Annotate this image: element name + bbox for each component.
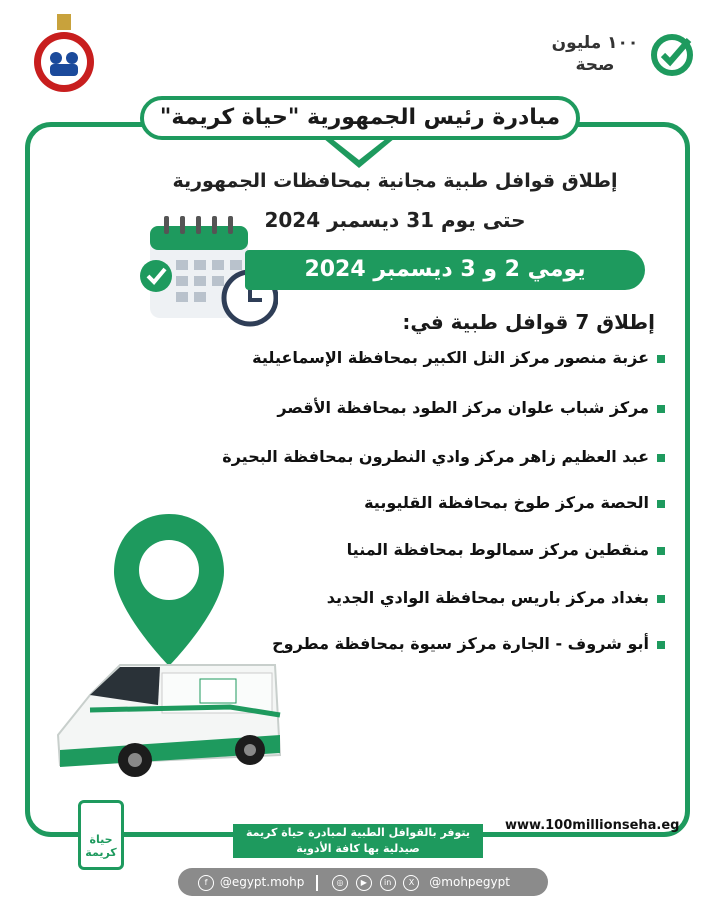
facebook-icon: f: [198, 875, 214, 891]
100-million-seha-logo: [545, 28, 695, 80]
location-text: عبد العظيم زاهر مركز وادي النطرون بمحافظة البحيرة: [222, 447, 649, 466]
pharmacy-note-line2: صيدلية بها كافة الأدوية: [296, 842, 420, 855]
social-icons: [330, 875, 425, 889]
date-banner: يومي 2 و 3 ديسمبر 2024: [245, 250, 645, 290]
facebook-handle: @egypt.mohp: [219, 875, 305, 889]
social-bar: [178, 868, 548, 896]
instagram-icon[interactable]: ◎: [332, 875, 348, 891]
title-pointer-inner: [331, 138, 387, 160]
location-item-2: [145, 398, 665, 428]
location-text: الحصة مركز طوخ بمحافظة القليوبية: [364, 493, 649, 512]
divider: [316, 875, 318, 891]
linkedin-icon[interactable]: in: [380, 875, 396, 891]
launch-heading: إطلاق 7 قوافل طبية في:: [402, 310, 655, 334]
bullet-icon: [657, 355, 665, 363]
pharmacy-note: [233, 824, 483, 858]
until-date: حتى يوم 31 ديسمبر 2024: [264, 208, 526, 232]
location-text: منقطين مركز سمالوط بمحافظة المنيا: [346, 540, 649, 559]
page-title: مبادرة رئيس الجمهورية "حياة كريمة": [140, 96, 580, 140]
medical-van-illustration: [50, 655, 285, 790]
bullet-icon: [657, 547, 665, 555]
logo-text: ١٠٠ مليون صحة: [551, 33, 639, 75]
social-handle[interactable]: @mohpegypt: [429, 875, 510, 889]
ministry-logo: [28, 12, 100, 96]
bullet-icon: [657, 595, 665, 603]
bullet-icon: [657, 405, 665, 413]
bullet-icon: [657, 641, 665, 649]
bullet-icon: [657, 454, 665, 462]
location-text: بغداد مركز باريس بمحافظة الوادي الجديد: [326, 588, 649, 607]
map-pin-icon: [108, 510, 230, 670]
bullet-icon: [657, 500, 665, 508]
website-link[interactable]: www.100millionseha.eg: [505, 818, 680, 833]
youtube-icon[interactable]: ▶: [356, 875, 372, 891]
location-text: مركز شباب علوان مركز الطود بمحافظة الأقصر: [277, 398, 649, 417]
facebook-link[interactable]: [196, 875, 308, 889]
pharmacy-note-line1: يتوفر بالقوافل الطبية لمبادرة حياة كريمة: [245, 826, 471, 839]
x-icon[interactable]: X: [403, 875, 419, 891]
location-item-3: [145, 447, 665, 477]
subtitle: إطلاق قوافل طبية مجانية بمحافظات الجمهورية: [172, 170, 618, 192]
location-item-1: [145, 348, 665, 378]
location-text: عزبة منصور مركز التل الكبير بمحافظة الإسماعيلية: [252, 348, 649, 367]
haya-karima-logo-text: حياة كريمة: [85, 833, 117, 859]
location-text: أبو شروف - الجارة مركز سيوة بمحافظة مطروح: [272, 634, 649, 653]
haya-karima-logo: [78, 800, 124, 870]
